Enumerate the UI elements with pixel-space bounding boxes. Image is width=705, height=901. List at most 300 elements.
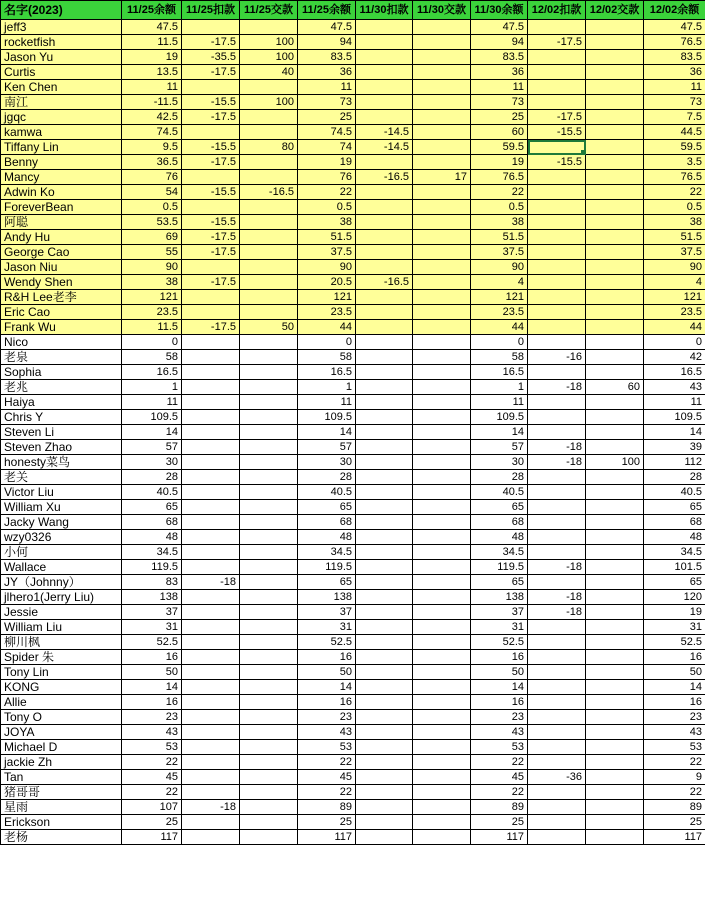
value-cell[interactable]: 40.5: [122, 485, 182, 500]
name-cell[interactable]: Jacky Wang: [1, 515, 122, 530]
value-cell[interactable]: -14.5: [356, 140, 413, 155]
value-cell[interactable]: 19: [122, 50, 182, 65]
name-cell[interactable]: Chris Y: [1, 410, 122, 425]
value-cell[interactable]: -18: [528, 380, 586, 395]
value-cell[interactable]: [586, 575, 644, 590]
value-cell[interactable]: [356, 80, 413, 95]
value-cell[interactable]: [586, 650, 644, 665]
value-cell[interactable]: [413, 725, 471, 740]
value-cell[interactable]: -15.5: [182, 215, 240, 230]
value-cell[interactable]: [356, 290, 413, 305]
name-cell[interactable]: Jason Niu: [1, 260, 122, 275]
value-cell[interactable]: [528, 230, 586, 245]
value-cell[interactable]: [586, 710, 644, 725]
value-cell[interactable]: 50: [298, 665, 356, 680]
value-cell[interactable]: [356, 515, 413, 530]
value-cell[interactable]: 57: [298, 440, 356, 455]
value-cell[interactable]: [413, 125, 471, 140]
value-cell[interactable]: 83: [122, 575, 182, 590]
value-cell[interactable]: [413, 245, 471, 260]
value-cell[interactable]: 57: [471, 440, 528, 455]
value-cell[interactable]: [528, 305, 586, 320]
value-cell[interactable]: 68: [471, 515, 528, 530]
value-cell[interactable]: [586, 785, 644, 800]
value-cell[interactable]: 36: [298, 65, 356, 80]
fill-handle[interactable]: [581, 150, 586, 155]
value-cell[interactable]: [528, 290, 586, 305]
value-cell[interactable]: [240, 440, 298, 455]
value-cell[interactable]: [413, 395, 471, 410]
name-cell[interactable]: R&H Lee老李: [1, 290, 122, 305]
value-cell[interactable]: [528, 65, 586, 80]
value-cell[interactable]: 121: [471, 290, 528, 305]
value-cell[interactable]: [182, 680, 240, 695]
value-cell[interactable]: [240, 335, 298, 350]
value-cell[interactable]: 90: [298, 260, 356, 275]
value-cell[interactable]: 109.5: [298, 410, 356, 425]
value-cell[interactable]: [413, 200, 471, 215]
column-header[interactable]: 11/30扣款: [356, 1, 413, 20]
value-cell[interactable]: -16.5: [356, 275, 413, 290]
name-cell[interactable]: Wendy Shen: [1, 275, 122, 290]
value-cell[interactable]: 37: [298, 605, 356, 620]
value-cell[interactable]: 69: [122, 230, 182, 245]
value-cell[interactable]: [413, 680, 471, 695]
value-cell[interactable]: [528, 410, 586, 425]
value-cell[interactable]: -17.5: [182, 230, 240, 245]
value-cell[interactable]: 22: [644, 185, 705, 200]
value-cell[interactable]: [356, 50, 413, 65]
name-cell[interactable]: Tiffany Lin: [1, 140, 122, 155]
name-cell[interactable]: 星雨: [1, 800, 122, 815]
value-cell[interactable]: 16: [471, 695, 528, 710]
value-cell[interactable]: 36: [471, 65, 528, 80]
value-cell[interactable]: [356, 110, 413, 125]
value-cell[interactable]: 109.5: [122, 410, 182, 425]
value-cell[interactable]: [356, 455, 413, 470]
value-cell[interactable]: [356, 260, 413, 275]
value-cell[interactable]: 1: [298, 380, 356, 395]
value-cell[interactable]: 76.5: [471, 170, 528, 185]
name-cell[interactable]: Eric Cao: [1, 305, 122, 320]
value-cell[interactable]: [240, 815, 298, 830]
value-cell[interactable]: [240, 155, 298, 170]
value-cell[interactable]: 76.5: [644, 170, 705, 185]
value-cell[interactable]: 121: [644, 290, 705, 305]
value-cell[interactable]: 14: [122, 680, 182, 695]
value-cell[interactable]: 83.5: [644, 50, 705, 65]
value-cell[interactable]: [528, 665, 586, 680]
value-cell[interactable]: [356, 635, 413, 650]
value-cell[interactable]: [240, 380, 298, 395]
value-cell[interactable]: [356, 755, 413, 770]
value-cell[interactable]: [413, 185, 471, 200]
value-cell[interactable]: 11.5: [122, 320, 182, 335]
name-cell[interactable]: Tony Lin: [1, 665, 122, 680]
column-header[interactable]: 12/02扣款: [528, 1, 586, 20]
value-cell[interactable]: [240, 425, 298, 440]
value-cell[interactable]: 43: [122, 725, 182, 740]
name-cell[interactable]: jlhero1(Jerry Liu): [1, 590, 122, 605]
value-cell[interactable]: [240, 470, 298, 485]
value-cell[interactable]: 90: [122, 260, 182, 275]
value-cell[interactable]: [413, 305, 471, 320]
value-cell[interactable]: 22: [298, 755, 356, 770]
value-cell[interactable]: 22: [471, 755, 528, 770]
value-cell[interactable]: [586, 590, 644, 605]
value-cell[interactable]: [182, 470, 240, 485]
value-cell[interactable]: 25: [644, 815, 705, 830]
value-cell[interactable]: 0: [298, 335, 356, 350]
value-cell[interactable]: [240, 455, 298, 470]
value-cell[interactable]: 37.5: [298, 245, 356, 260]
value-cell[interactable]: [182, 830, 240, 845]
value-cell[interactable]: 37: [122, 605, 182, 620]
value-cell[interactable]: 50: [122, 665, 182, 680]
value-cell[interactable]: 58: [471, 350, 528, 365]
value-cell[interactable]: -15.5: [182, 185, 240, 200]
value-cell[interactable]: [586, 20, 644, 35]
value-cell[interactable]: 25: [298, 815, 356, 830]
value-cell[interactable]: [528, 530, 586, 545]
value-cell[interactable]: [413, 575, 471, 590]
value-cell[interactable]: [182, 590, 240, 605]
value-cell[interactable]: [356, 245, 413, 260]
value-cell[interactable]: [182, 755, 240, 770]
value-cell[interactable]: 23: [644, 710, 705, 725]
value-cell[interactable]: [240, 680, 298, 695]
name-cell[interactable]: Haiya: [1, 395, 122, 410]
value-cell[interactable]: 14: [644, 425, 705, 440]
value-cell[interactable]: [356, 605, 413, 620]
value-cell[interactable]: 112: [644, 455, 705, 470]
value-cell[interactable]: [586, 95, 644, 110]
value-cell[interactable]: 89: [471, 800, 528, 815]
value-cell[interactable]: [528, 725, 586, 740]
value-cell[interactable]: 90: [471, 260, 528, 275]
name-cell[interactable]: Victor Liu: [1, 485, 122, 500]
value-cell[interactable]: 31: [122, 620, 182, 635]
value-cell[interactable]: 11.5: [122, 35, 182, 50]
value-cell[interactable]: [528, 815, 586, 830]
value-cell[interactable]: [182, 260, 240, 275]
value-cell[interactable]: -15.5: [528, 155, 586, 170]
value-cell[interactable]: [240, 575, 298, 590]
value-cell[interactable]: [240, 110, 298, 125]
value-cell[interactable]: 138: [122, 590, 182, 605]
value-cell[interactable]: [356, 395, 413, 410]
value-cell[interactable]: 19: [471, 155, 528, 170]
value-cell[interactable]: 48: [644, 530, 705, 545]
value-cell[interactable]: [240, 665, 298, 680]
value-cell[interactable]: 22: [644, 755, 705, 770]
value-cell[interactable]: 37: [471, 605, 528, 620]
name-cell[interactable]: 小何: [1, 545, 122, 560]
value-cell[interactable]: [356, 485, 413, 500]
value-cell[interactable]: 59.5: [471, 140, 528, 155]
value-cell[interactable]: [528, 275, 586, 290]
value-cell[interactable]: [528, 425, 586, 440]
value-cell[interactable]: [586, 155, 644, 170]
name-cell[interactable]: jgqc: [1, 110, 122, 125]
value-cell[interactable]: [413, 380, 471, 395]
value-cell[interactable]: [413, 425, 471, 440]
value-cell[interactable]: -18: [528, 560, 586, 575]
value-cell[interactable]: [240, 725, 298, 740]
value-cell[interactable]: [586, 320, 644, 335]
value-cell[interactable]: 51.5: [298, 230, 356, 245]
value-cell[interactable]: 58: [122, 350, 182, 365]
value-cell[interactable]: 117: [644, 830, 705, 845]
value-cell[interactable]: [356, 410, 413, 425]
value-cell[interactable]: [182, 350, 240, 365]
value-cell[interactable]: 109.5: [471, 410, 528, 425]
value-cell[interactable]: 11: [298, 80, 356, 95]
value-cell[interactable]: [528, 335, 586, 350]
value-cell[interactable]: 23.5: [122, 305, 182, 320]
value-cell[interactable]: 74.5: [122, 125, 182, 140]
value-cell[interactable]: [182, 605, 240, 620]
value-cell[interactable]: [240, 740, 298, 755]
value-cell[interactable]: [356, 425, 413, 440]
name-cell[interactable]: 阿聪: [1, 215, 122, 230]
value-cell[interactable]: [182, 515, 240, 530]
value-cell[interactable]: [413, 620, 471, 635]
value-cell[interactable]: 76: [298, 170, 356, 185]
column-header[interactable]: 11/25交款: [240, 1, 298, 20]
value-cell[interactable]: 40.5: [471, 485, 528, 500]
value-cell[interactable]: [356, 590, 413, 605]
value-cell[interactable]: [586, 290, 644, 305]
value-cell[interactable]: [413, 50, 471, 65]
value-cell[interactable]: 73: [644, 95, 705, 110]
value-cell[interactable]: [413, 485, 471, 500]
value-cell[interactable]: 0: [471, 335, 528, 350]
value-cell[interactable]: 65: [644, 575, 705, 590]
value-cell[interactable]: [182, 80, 240, 95]
value-cell[interactable]: 14: [122, 425, 182, 440]
value-cell[interactable]: [240, 395, 298, 410]
value-cell[interactable]: [240, 350, 298, 365]
value-cell[interactable]: [586, 560, 644, 575]
value-cell[interactable]: 94: [298, 35, 356, 50]
name-cell[interactable]: Allie: [1, 695, 122, 710]
value-cell[interactable]: [240, 695, 298, 710]
value-cell[interactable]: 65: [471, 575, 528, 590]
value-cell[interactable]: 11: [471, 395, 528, 410]
value-cell[interactable]: [413, 560, 471, 575]
value-cell[interactable]: [413, 515, 471, 530]
value-cell[interactable]: [528, 260, 586, 275]
value-cell[interactable]: 34.5: [644, 545, 705, 560]
value-cell[interactable]: [586, 230, 644, 245]
value-cell[interactable]: -15.5: [528, 125, 586, 140]
value-cell[interactable]: [586, 545, 644, 560]
value-cell[interactable]: [586, 620, 644, 635]
column-header[interactable]: 11/30交款: [413, 1, 471, 20]
value-cell[interactable]: 0.5: [298, 200, 356, 215]
value-cell[interactable]: 100: [240, 95, 298, 110]
value-cell[interactable]: 4: [471, 275, 528, 290]
value-cell[interactable]: [528, 620, 586, 635]
value-cell[interactable]: [413, 35, 471, 50]
value-cell[interactable]: [413, 350, 471, 365]
value-cell[interactable]: [413, 65, 471, 80]
value-cell[interactable]: [586, 245, 644, 260]
value-cell[interactable]: [586, 515, 644, 530]
value-cell[interactable]: [182, 290, 240, 305]
value-cell[interactable]: 43: [298, 725, 356, 740]
value-cell[interactable]: 11: [644, 395, 705, 410]
value-cell[interactable]: [528, 365, 586, 380]
name-cell[interactable]: Jason Yu: [1, 50, 122, 65]
value-cell[interactable]: [240, 755, 298, 770]
value-cell[interactable]: [586, 305, 644, 320]
value-cell[interactable]: [182, 560, 240, 575]
value-cell[interactable]: 120: [644, 590, 705, 605]
value-cell[interactable]: 117: [298, 830, 356, 845]
value-cell[interactable]: [586, 260, 644, 275]
value-cell[interactable]: [586, 35, 644, 50]
value-cell[interactable]: [586, 125, 644, 140]
value-cell[interactable]: [356, 725, 413, 740]
value-cell[interactable]: [182, 770, 240, 785]
value-cell[interactable]: 57: [122, 440, 182, 455]
value-cell[interactable]: 38: [298, 215, 356, 230]
value-cell[interactable]: 89: [298, 800, 356, 815]
value-cell[interactable]: [356, 785, 413, 800]
value-cell[interactable]: 22: [298, 185, 356, 200]
value-cell[interactable]: 14: [644, 680, 705, 695]
value-cell[interactable]: [528, 680, 586, 695]
value-cell[interactable]: [413, 470, 471, 485]
value-cell[interactable]: 51.5: [471, 230, 528, 245]
value-cell[interactable]: 44: [471, 320, 528, 335]
value-cell[interactable]: 0: [122, 335, 182, 350]
name-cell[interactable]: George Cao: [1, 245, 122, 260]
value-cell[interactable]: 42.5: [122, 110, 182, 125]
value-cell[interactable]: [528, 200, 586, 215]
value-cell[interactable]: [528, 245, 586, 260]
value-cell[interactable]: [586, 770, 644, 785]
value-cell[interactable]: [240, 710, 298, 725]
value-cell[interactable]: [356, 35, 413, 50]
value-cell[interactable]: 36.5: [122, 155, 182, 170]
value-cell[interactable]: [586, 50, 644, 65]
value-cell[interactable]: 109.5: [644, 410, 705, 425]
value-cell[interactable]: 100: [240, 50, 298, 65]
name-cell[interactable]: rocketfish: [1, 35, 122, 50]
value-cell[interactable]: [356, 95, 413, 110]
value-cell[interactable]: 138: [471, 590, 528, 605]
value-cell[interactable]: [356, 665, 413, 680]
value-cell[interactable]: [356, 740, 413, 755]
value-cell[interactable]: [356, 200, 413, 215]
value-cell[interactable]: 68: [298, 515, 356, 530]
value-cell[interactable]: [528, 830, 586, 845]
value-cell[interactable]: 30: [471, 455, 528, 470]
value-cell[interactable]: [356, 350, 413, 365]
value-cell[interactable]: -18: [528, 455, 586, 470]
value-cell[interactable]: -15.5: [182, 140, 240, 155]
value-cell[interactable]: [586, 665, 644, 680]
value-cell[interactable]: [413, 80, 471, 95]
value-cell[interactable]: 52.5: [122, 635, 182, 650]
name-cell[interactable]: Erickson: [1, 815, 122, 830]
value-cell[interactable]: 76.5: [644, 35, 705, 50]
value-cell[interactable]: 53.5: [122, 215, 182, 230]
value-cell[interactable]: 25: [471, 815, 528, 830]
column-header[interactable]: 12/02交款: [586, 1, 644, 20]
name-cell[interactable]: Spider 朱: [1, 650, 122, 665]
value-cell[interactable]: [240, 515, 298, 530]
value-cell[interactable]: [586, 695, 644, 710]
value-cell[interactable]: [413, 260, 471, 275]
value-cell[interactable]: 9: [644, 770, 705, 785]
value-cell[interactable]: [413, 815, 471, 830]
value-cell[interactable]: [240, 275, 298, 290]
value-cell[interactable]: [413, 95, 471, 110]
value-cell[interactable]: 90: [644, 260, 705, 275]
value-cell[interactable]: 3.5: [644, 155, 705, 170]
value-cell[interactable]: [182, 545, 240, 560]
value-cell[interactable]: 119.5: [122, 560, 182, 575]
value-cell[interactable]: 50: [240, 320, 298, 335]
value-cell[interactable]: [182, 530, 240, 545]
value-cell[interactable]: 23: [122, 710, 182, 725]
value-cell[interactable]: [413, 410, 471, 425]
value-cell[interactable]: 11: [122, 80, 182, 95]
value-cell[interactable]: [413, 500, 471, 515]
value-cell[interactable]: 16: [122, 650, 182, 665]
value-cell[interactable]: [356, 830, 413, 845]
value-cell[interactable]: [240, 230, 298, 245]
value-cell[interactable]: [182, 425, 240, 440]
value-cell[interactable]: 14: [298, 425, 356, 440]
value-cell[interactable]: [528, 95, 586, 110]
name-cell[interactable]: 老兆: [1, 380, 122, 395]
value-cell[interactable]: 42: [644, 350, 705, 365]
value-cell[interactable]: [413, 545, 471, 560]
name-cell[interactable]: Tan: [1, 770, 122, 785]
value-cell[interactable]: [240, 635, 298, 650]
value-cell[interactable]: [182, 710, 240, 725]
selected-cell[interactable]: [528, 140, 586, 155]
value-cell[interactable]: [528, 470, 586, 485]
value-cell[interactable]: 65: [471, 500, 528, 515]
value-cell[interactable]: 121: [298, 290, 356, 305]
value-cell[interactable]: [528, 320, 586, 335]
value-cell[interactable]: 51.5: [644, 230, 705, 245]
value-cell[interactable]: [586, 530, 644, 545]
name-cell[interactable]: Tony O: [1, 710, 122, 725]
name-cell[interactable]: Michael D: [1, 740, 122, 755]
value-cell[interactable]: [413, 530, 471, 545]
value-cell[interactable]: [586, 170, 644, 185]
value-cell[interactable]: -17.5: [528, 110, 586, 125]
value-cell[interactable]: [240, 290, 298, 305]
value-cell[interactable]: [240, 560, 298, 575]
value-cell[interactable]: [356, 770, 413, 785]
value-cell[interactable]: 44.5: [644, 125, 705, 140]
value-cell[interactable]: 38: [644, 215, 705, 230]
value-cell[interactable]: 14: [471, 680, 528, 695]
value-cell[interactable]: 60: [471, 125, 528, 140]
name-cell[interactable]: Curtis: [1, 65, 122, 80]
value-cell[interactable]: [182, 620, 240, 635]
value-cell[interactable]: [356, 380, 413, 395]
value-cell[interactable]: 22: [471, 785, 528, 800]
